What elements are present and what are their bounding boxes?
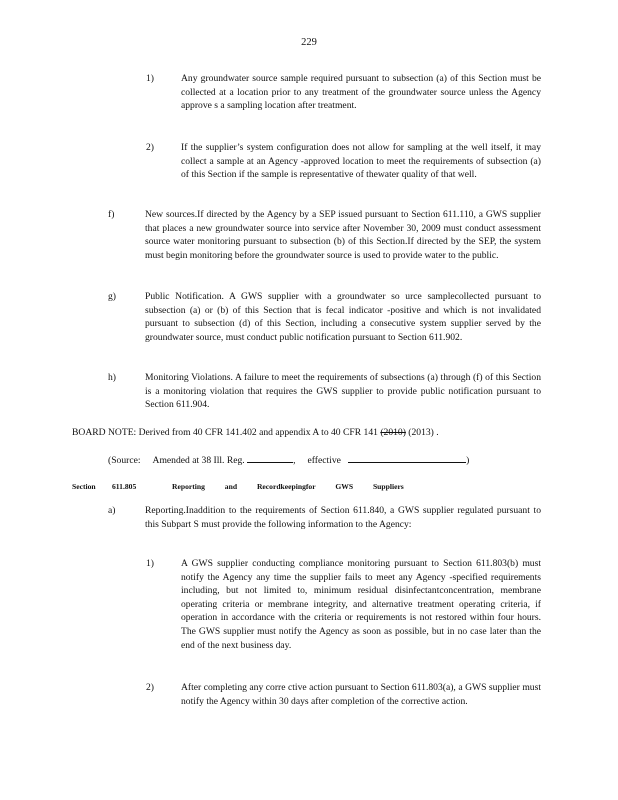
- item-text: If the supplier’s system configuration does not allow for sampling at the well itself, it may collect a sample at an Agency -approved location to meet the requirements of subsection (a) of this Section if the sample is representative of thewater quality of that well.: [181, 142, 541, 181]
- source-note: (Source: Amended at 38 Ill. Reg. , effective ): [108, 452, 548, 468]
- source-label: (Source:: [108, 455, 141, 466]
- subsection-label: a): [108, 505, 116, 516]
- item-text: After completing any corre ctive action pursuant to Section 611.803(a), a GWS supplier must notify the Agency within 30 days after completion of the corrective action.: [181, 682, 541, 707]
- subsection-text: Public Notification. A GWS supplier with a groundwater so urce samplecollected pursuant to subsection (a) or (b) of this Section that is fecal indicator -positive and which is not invalidated pursuant to subsection (d) of this Section, including a consecutive system supplier served by the groundwater source, must conduct public notification pursuant to Section 611.902.: [145, 291, 541, 343]
- section-word: Section: [72, 482, 96, 491]
- register-blank: [247, 452, 293, 463]
- subsection-text: New sources.If directed by the Agency by a SEP issued pursuant to Section 611.110, a GWS supplier that places a new groundwater source into service after November 30, 2009 must conduct assessment source water monitoring pursuant to subsection (b) of this Section.If directed by the SEP, the system must begin monitoring before the groundwater source is used to provide water to the public.: [145, 209, 541, 261]
- item-text: A GWS supplier conducting compliance monitoring pursuant to Section 611.803(b) must notify the Agency any time the supplier fails to meet any Agency -specified requirements including, but not limited to, minimum residual disinfectantconcentration, membrane operating criteria or membrane integrity, and alternative treatment operating criteria, if operation in accordance with the criteria or requirements is not restored within four hours. The GWS supplier must notify the Agency as soon as possible, but in no case later than the end of the next business day.: [181, 558, 541, 651]
- item-number: 1): [146, 558, 154, 569]
- item-number: 2): [146, 682, 154, 693]
- item-number: 1): [146, 73, 154, 84]
- subsection-label: h): [108, 372, 116, 383]
- item-text: Any groundwater source sample required pursuant to subsection (a) of this Section must be collected at a location prior to any treatment of the groundwater source unless the Agency approve s a sampling location after treatment.: [181, 73, 541, 112]
- effective-date-blank: [348, 452, 466, 463]
- board-note-suffix: (2013) .: [405, 427, 439, 438]
- source-close: ): [466, 455, 470, 466]
- effective-label: effective: [307, 455, 341, 466]
- amended-text: Amended at 38 Ill. Reg.: [152, 455, 245, 466]
- page-number: 229: [301, 37, 317, 48]
- subsection-text: Monitoring Violations. A failure to meet the requirements of subsections (a) through (f) of this Section is a monitoring violation that requires the GWS supplier to provide public notification pursuant to Section 611.904.: [145, 372, 541, 411]
- subsection-text: Reporting.Inaddition to the requirements of Section 611.840, a GWS supplier regulated pursuant to this Subpart S must provide the following information to the Agency:: [145, 505, 541, 530]
- subsection-label: f): [108, 209, 115, 220]
- board-note: [72, 426, 552, 440]
- board-note-text: BOARD NOTE: Derived from 40 CFR 141.402 and appendix A to 40 CFR 141: [72, 427, 381, 438]
- item-number: 2): [146, 142, 154, 153]
- section-number: 611.805: [112, 482, 137, 491]
- subsection-label: g): [108, 291, 116, 302]
- section-title: Reporting and Recordkeepingfor GWS Suppliers: [172, 482, 404, 491]
- struck-text: (2010): [380, 427, 406, 438]
